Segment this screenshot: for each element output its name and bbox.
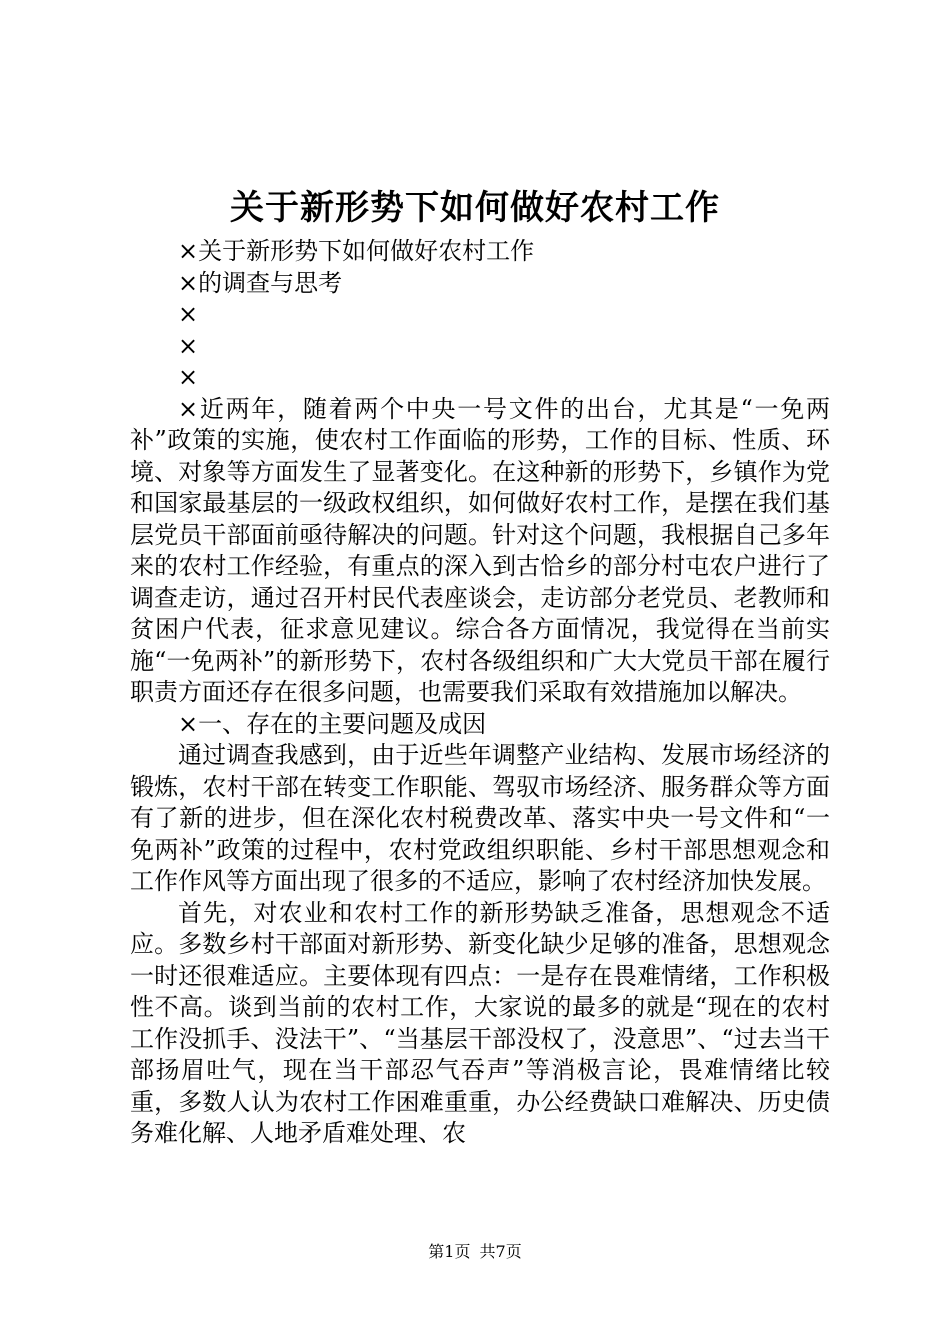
page-footer bbox=[0, 1242, 950, 1262]
document-body bbox=[130, 236, 830, 1150]
paragraph-first-point: 首先，对农业和农村工作的新形势缺乏准备，思想观念不适应。多数乡村干部面对新形势、新变化缺少足够的准备，思想观念一时还很难适应。主要体现有四点：一是存在畏难情绪，工作积极性不高。谈到当前的农村工作，大家说的最多的就是“现在的农村工作没抓手、没法干”、“当基层干部没权了，没意思”、“过去当干部扬眉吐气，现在当干部忍气吞声”等消极言论，畏难情绪比较重，多数人认为农村工作困难重重，办公经费缺口难解决、历史债务难化解、人地矛盾难处理、农 bbox=[130, 898, 830, 1147]
paragraph-subtitle-1: ×关于新形势下如何做好农村工作 bbox=[178, 237, 535, 265]
section-heading-1: ×一、存在的主要问题及成因 bbox=[178, 709, 487, 738]
document-title: 关于新形势下如何做好农村工作 bbox=[230, 188, 720, 228]
paragraph-placeholder-3: × bbox=[178, 363, 199, 391]
paragraph-placeholder-1: × bbox=[178, 300, 199, 328]
page-total: 共7页 bbox=[479, 1242, 522, 1261]
paragraph-intro: ×近两年，随着两个中央一号文件的出台，尤其是“一免两补”政策的实施，使农村工作面临的形势，工作的目标、性质、环境、对象等方面发生了显著变化。在这种新的形势下，乡镇作为党和国家最基层的一级政权组织，如何做好农村工作，是摆在我们基层党员干部面前亟待解决的问题。针对这个问题，我根据自己多年来的农村工作经验，有重点的深入到古恰乡的部分村屯农户进行了调查走访，通过召开村民代表座谈会，走访部分老党员、老教师和贫困户代表，征求意见建议。综合各方面情况，我觉得在当前实施“一免两补”的新形势下，农村各级组织和广大大党员干部在履行职责方面还存在很多问题，也需要我们采取有效措施加以解决。 bbox=[130, 394, 830, 706]
paragraph-findings: 通过调查我感到，由于近些年调整产业结构、发展市场经济的锻炼，农村干部在转变工作职能、驾驭市场经济、服务群众等方面有了新的进步，但在深化农村税费改革、落实中央一号文件和“一免两补”政策的过程中，农村党政组织职能、乡村干部思想观念和工作作风等方面出现了很多的不适应，影响了农村经济加快发展。 bbox=[130, 741, 830, 895]
paragraph-placeholder-2: × bbox=[178, 331, 199, 360]
page-number: 第1页 bbox=[428, 1242, 471, 1261]
paragraph-subtitle-2: ×的调查与思考 bbox=[178, 268, 343, 297]
